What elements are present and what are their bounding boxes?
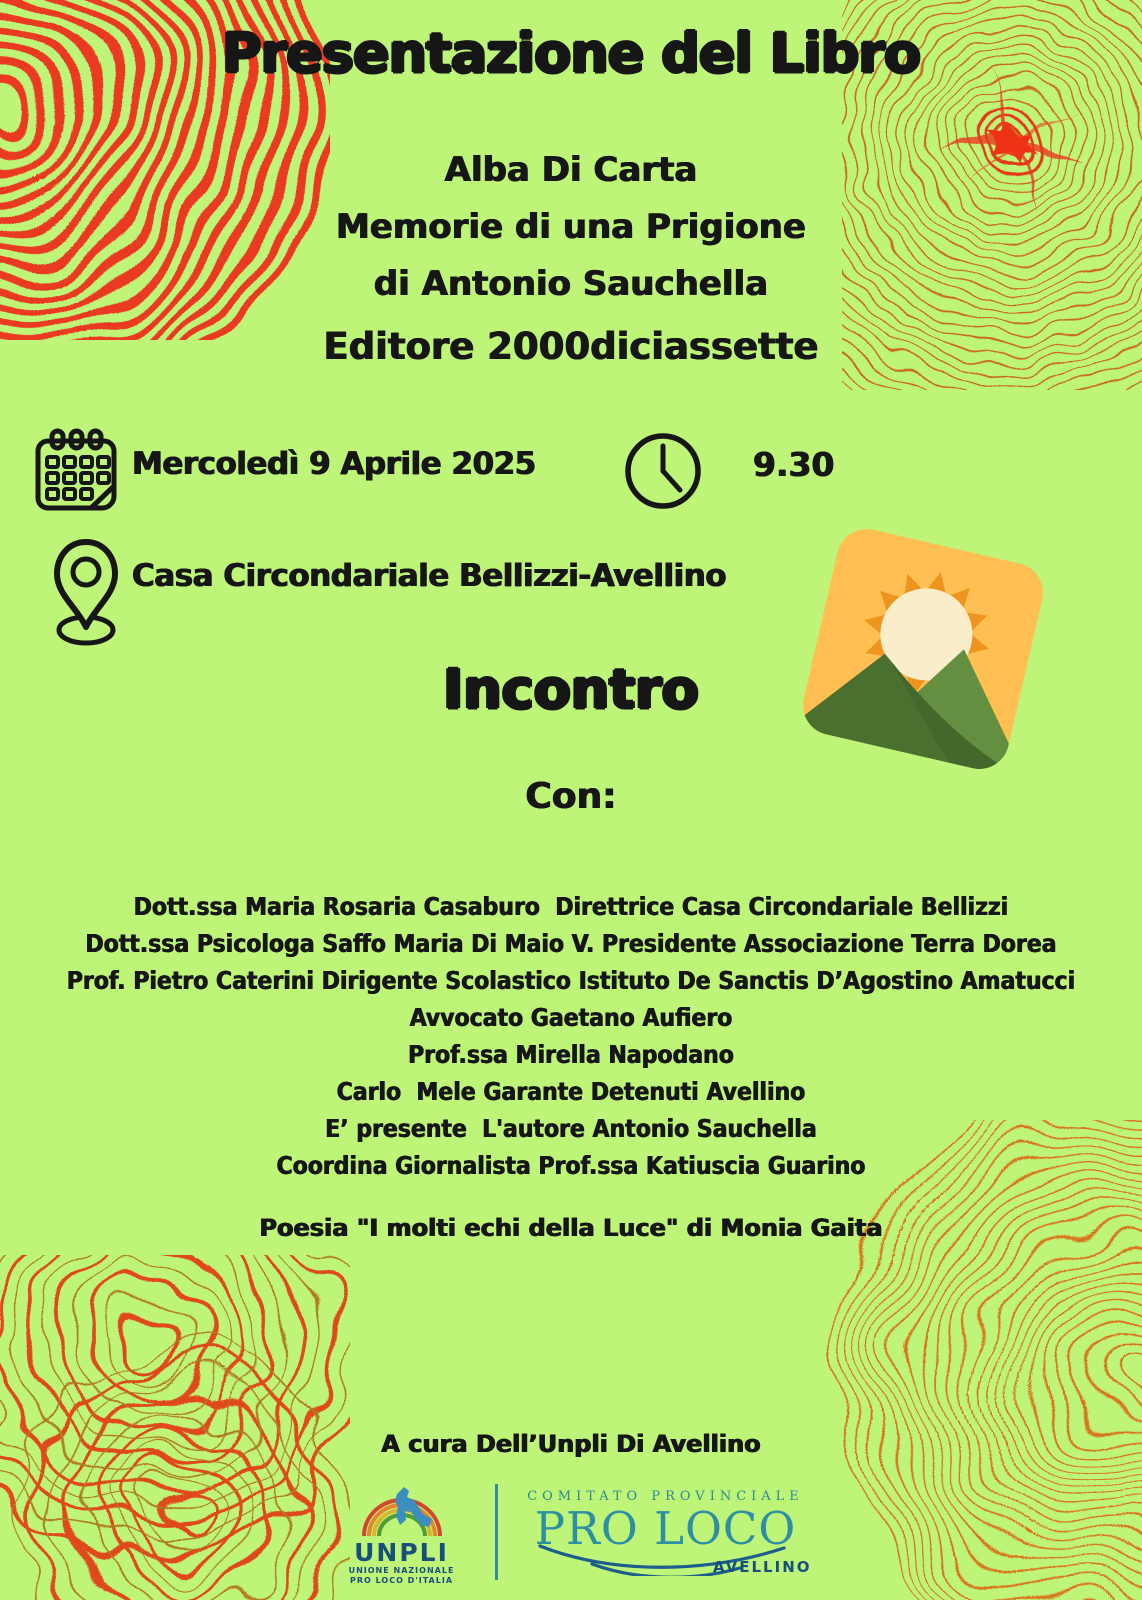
clock-icon xyxy=(620,428,706,514)
participant: Dott.ssa Maria Rosaria Casaburo Direttrice Casa Circondariale Bellizzi xyxy=(133,892,1009,921)
book-subtitle: Memorie di una Prigione xyxy=(336,207,806,247)
book-author: di Antonio Sauchella xyxy=(373,264,769,304)
participant: Coordina Giornalista Prof.ssa Katiuscia Guarino xyxy=(276,1151,866,1180)
event-date: Mercoledì 9 Aprile 2025 xyxy=(132,446,536,482)
participant: Dott.ssa Psicologa Saffo Maria Di Maio V. Presidente Associazione Terra Dorea xyxy=(85,929,1057,958)
participant: Prof.ssa Mirella Napodano xyxy=(408,1040,734,1069)
page-title: Presentazione del Libro xyxy=(221,22,921,85)
meeting-heading: Incontro xyxy=(443,658,699,721)
unpli-subtitle-2: PRO LOCO D'ITALIA xyxy=(349,1576,454,1585)
curated-by: A cura Dell’Unpli Di Avellino xyxy=(381,1430,761,1458)
proloco-committee: COMITATO PROVINCIALE xyxy=(527,1488,804,1504)
participant-list xyxy=(0,888,1142,1184)
participant: Prof. Pietro Caterini Dirigente Scolastico Istituto De Sanctis D’Agostino Amatucci xyxy=(66,966,1076,995)
with-label: Con: xyxy=(525,776,617,817)
unpli-rainbow-italy-icon xyxy=(347,1478,457,1540)
location-pin-icon xyxy=(46,536,126,648)
proloco-city: AVELLINO xyxy=(713,1557,812,1576)
calendar-icon xyxy=(30,424,122,516)
event-location: Casa Circondariale Bellizzi-Avellino xyxy=(132,558,727,594)
book-title: Alba Di Carta xyxy=(444,150,698,190)
poem-note: Poesia "I molti echi della Luce" di Monia Gaita xyxy=(259,1214,883,1242)
participant: Carlo Mele Garante Detenuti Avellino xyxy=(336,1077,806,1106)
footer-logos xyxy=(0,1478,1142,1586)
proloco-name: PRO LOCO xyxy=(534,1501,797,1555)
book-info xyxy=(0,142,1142,313)
unpli-subtitle-1: UNIONE NAZIONALE xyxy=(348,1566,455,1575)
event-time: 9.30 xyxy=(753,445,835,484)
proloco-logo xyxy=(516,1489,816,1576)
participant: Avvocato Gaetano Aufiero xyxy=(409,1003,733,1032)
unpli-name: UNPLI xyxy=(354,1538,449,1567)
logo-divider xyxy=(495,1484,498,1580)
publisher: Editore 2000diciassette xyxy=(323,325,819,368)
unpli-logo xyxy=(327,1478,477,1586)
participant: E’ presente L'autore Antonio Sauchella xyxy=(325,1114,817,1143)
